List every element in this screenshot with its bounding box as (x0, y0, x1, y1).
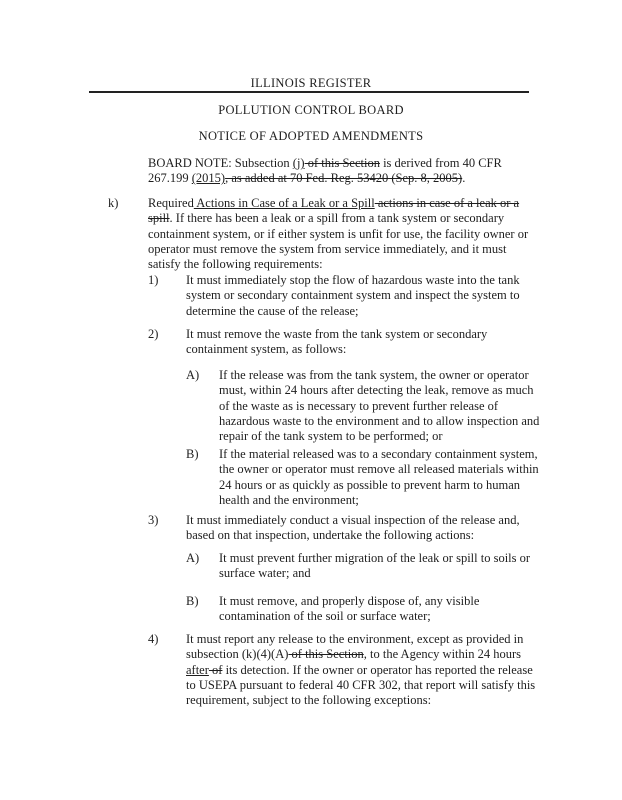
item-2a-label: A) (186, 368, 200, 382)
item-3b-text: It must remove, and properly dispose of, any visible contamination of the soil or surface water; (219, 594, 480, 624)
subsection-k-text (148, 196, 540, 272)
item-4-inserted: after (186, 662, 209, 677)
item-4-deleted-2: of (208, 662, 223, 677)
item-3-text: It must immediately conduct a visual inspection of the release and, based on that inspection, undertake the following actions: (186, 513, 520, 543)
board-note-deleted-2: , as added at 70 Fed. Reg. 53420 (Sep. 8, 2005) (225, 171, 463, 186)
k-deleted: actions in case of a leak or a spill (148, 196, 520, 226)
k-text-2: . (169, 211, 173, 226)
k-inserted: Actions in Case of a Leak or a Spill (193, 196, 375, 210)
k-text-1: Required (148, 196, 194, 210)
notice-title: NOTICE OF ADOPTED AMENDMENTS (198, 129, 424, 143)
item-4-text (186, 632, 540, 708)
item-1-label: 1) (148, 273, 159, 287)
board-note-text-2: is derived from 40 CFR 267.199 (148, 156, 502, 186)
k-text-3: If there has been a leak or a spill from a tank system or secondary containment system, or if either system is unfit for use, the facility owner or operator must remove the system from service immediately, and it must satisfy the following requirements: (148, 211, 529, 272)
item-4-label: 4) (148, 632, 159, 646)
board-note-inserted-2: (2015) (191, 171, 226, 186)
board-note-deleted-1: of this Section (304, 156, 380, 170)
item-3a-text: It must prevent further migration of the leak or spill to soils or surface water; and (219, 551, 531, 581)
board-note-inserted-1: (j) (292, 156, 305, 170)
board-note-text-1: BOARD NOTE: Subsection (148, 156, 293, 170)
item-4-text-3: its detection. If the owner or operator has reported the release to USEPA pursuant to federal 40 CFR 302, that report will satisfy this requirement, subject to the following exceptions: (186, 662, 536, 708)
item-2-text: It must remove the waste from the tank system or secondary containment system, as follows: (186, 327, 488, 357)
item-3a-label: A) (186, 551, 200, 565)
item-4-text-1: It must report any release to the environment, except as provided in subsection (k)(4)(A) (186, 632, 524, 662)
item-4-deleted-1: of this Section (288, 647, 364, 662)
item-2-label: 2) (148, 327, 159, 341)
item-2a-text: If the release was from the tank system, the owner or operator must, within 24 hours after detecting the leak, remove as much of the waste as is necessary to prevent further release of hazardous waste to the environment and to allow inspection and repair of the tank system to be performed; or (219, 368, 540, 444)
item-3b-label: B) (186, 594, 199, 608)
item-2b-label: B) (186, 447, 199, 461)
board-note-text-3: . (462, 171, 466, 186)
item-1-text: It must immediately stop the flow of hazardous waste into the tank system or secondary containment system and inspect the system to determine the cause of the release; (186, 273, 520, 318)
item-4-text-2: , to the Agency within 24 hours (363, 647, 522, 662)
item-3-label: 3) (148, 513, 159, 527)
register-header: ILLINOIS REGISTER (250, 76, 372, 90)
board-note (148, 156, 540, 187)
subsection-k-label: k) (108, 196, 119, 210)
board-name: POLLUTION CONTROL BOARD (218, 103, 404, 117)
header-rule (89, 91, 529, 93)
item-2b-text: If the material released was to a secondary containment system, the owner or operator must remove all released materials within 24 hours or as quickly as possible to prevent harm to human health and the environment; (219, 447, 539, 507)
